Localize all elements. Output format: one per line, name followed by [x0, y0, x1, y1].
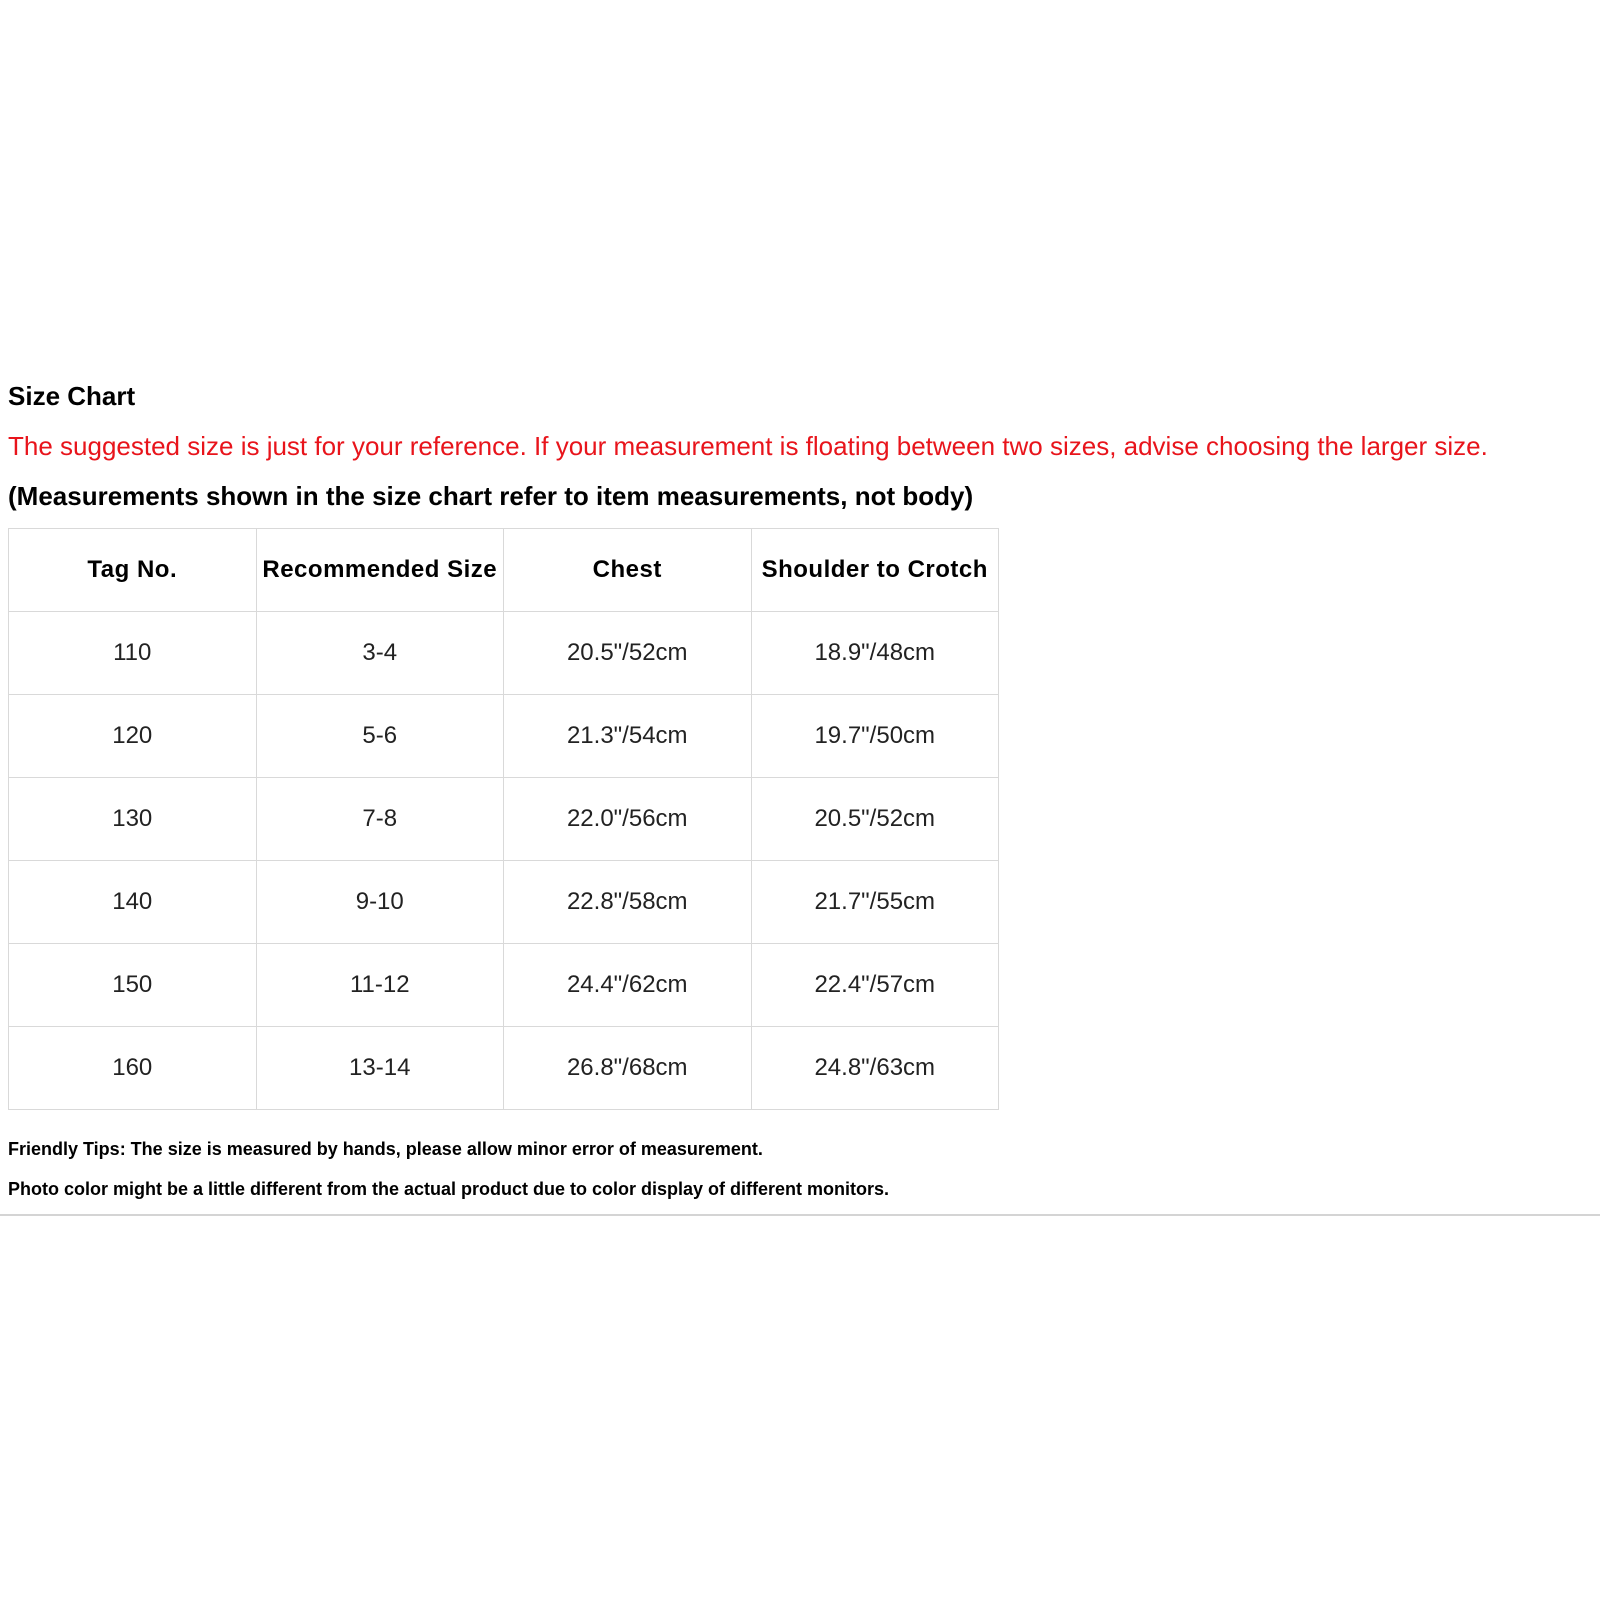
cell-shoulder-to-crotch: 18.9"/48cm — [751, 612, 999, 695]
cell-tag-no: 110 — [9, 612, 257, 695]
cell-tag-no: 120 — [9, 695, 257, 778]
table-row — [9, 695, 999, 778]
divider — [0, 1214, 1600, 1216]
cell-recommended-size: 5-6 — [256, 695, 504, 778]
header-shoulder-to-crotch: Shoulder to Crotch — [751, 529, 999, 612]
color-disclaimer: Photo color might be a little different from the actual product due to color display of different monitors. — [8, 1179, 890, 1199]
cell-tag-no: 150 — [9, 944, 257, 1027]
table-row — [9, 861, 999, 944]
page-title: Size Chart — [8, 381, 136, 411]
cell-chest: 20.5"/52cm — [504, 612, 752, 695]
cell-recommended-size: 9-10 — [256, 861, 504, 944]
table-row — [9, 612, 999, 695]
table-header-row — [9, 529, 999, 612]
cell-tag-no: 130 — [9, 778, 257, 861]
table-row — [9, 778, 999, 861]
header-recommended-size: Recommended Size — [256, 529, 504, 612]
cell-chest: 26.8"/68cm — [504, 1027, 752, 1110]
header-chest: Chest — [504, 529, 752, 612]
cell-recommended-size: 11-12 — [256, 944, 504, 1027]
table-row — [9, 1027, 999, 1110]
cell-shoulder-to-crotch: 24.8"/63cm — [751, 1027, 999, 1110]
cell-chest: 21.3"/54cm — [504, 695, 752, 778]
table-row — [9, 944, 999, 1027]
cell-recommended-size: 7-8 — [256, 778, 504, 861]
cell-chest: 24.4"/62cm — [504, 944, 752, 1027]
cell-recommended-size: 13-14 — [256, 1027, 504, 1110]
cell-shoulder-to-crotch: 22.4"/57cm — [751, 944, 999, 1027]
cell-chest: 22.0"/56cm — [504, 778, 752, 861]
cell-shoulder-to-crotch: 20.5"/52cm — [751, 778, 999, 861]
size-chart-section — [8, 380, 1592, 1200]
cell-chest: 22.8"/58cm — [504, 861, 752, 944]
size-table — [8, 528, 999, 1110]
cell-shoulder-to-crotch: 19.7"/50cm — [751, 695, 999, 778]
cell-tag-no: 160 — [9, 1027, 257, 1110]
cell-tag-no: 140 — [9, 861, 257, 944]
size-notice: The suggested size is just for your reference. If your measurement is floating between two sizes, advise choosing the larger size. — [8, 431, 1488, 461]
cell-recommended-size: 3-4 — [256, 612, 504, 695]
cell-shoulder-to-crotch: 21.7"/55cm — [751, 861, 999, 944]
friendly-tips: Friendly Tips: The size is measured by hands, please allow minor error of measurement. — [8, 1139, 763, 1159]
header-tag-no: Tag No. — [9, 529, 257, 612]
measurement-note: (Measurements shown in the size chart refer to item measurements, not body) — [8, 481, 974, 511]
